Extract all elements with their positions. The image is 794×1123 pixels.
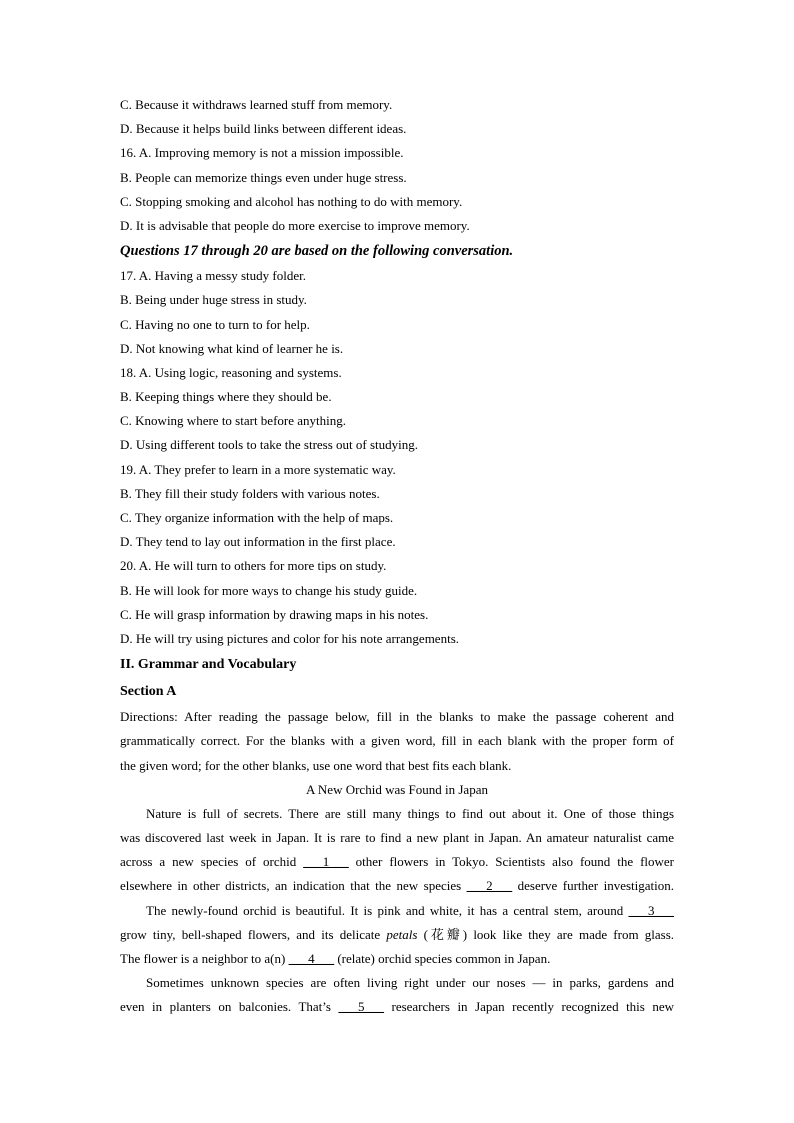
- text: (花瓣) look like they are made from glass.: [423, 926, 675, 942]
- option-line: 19. A. They prefer to learn in a more systematic way.: [120, 461, 396, 477]
- option-line: B. Being under huge stress in study.: [120, 292, 307, 308]
- directions-line: the given word; for the other blanks, use one word that best fits each blank.: [120, 757, 512, 773]
- passage-paragraph-2: [120, 899, 674, 972]
- passage-line: [120, 923, 674, 947]
- text: deserve further investigation.: [517, 878, 675, 894]
- blank-4[interactable]: ___4___: [288, 951, 335, 966]
- passage-paragraph-3: [120, 971, 674, 1019]
- directions-line: grammatically correct. For the blanks with a given word, fill in each blank with the proper form of: [120, 733, 674, 749]
- petals-word: petals: [386, 926, 418, 942]
- blank-1[interactable]: ___1___: [303, 854, 349, 870]
- option-line: B. They fill their study folders with various notes.: [120, 485, 380, 501]
- questions-17-20: [120, 264, 674, 651]
- blank-3[interactable]: ___3___: [628, 902, 674, 918]
- option-line: D. Not knowing what kind of learner he is.: [120, 340, 344, 356]
- blank-2[interactable]: ___2___: [466, 878, 513, 894]
- passage-line: Sometimes unknown species are often living right under our noses — in parks, gardens and: [146, 975, 674, 991]
- passage-line: [120, 899, 674, 923]
- directions-line: Directions: After reading the passage below, fill in the blanks to make the passage coherent and: [120, 709, 674, 725]
- option-line: 17. A. Having a messy study folder.: [120, 268, 306, 284]
- option-line: D. Because it helps build links between different ideas.: [120, 121, 407, 137]
- passage-line: [120, 850, 674, 874]
- passage-line: was discovered last week in Japan. It is rare to find a new plant in Japan. An amateur naturalist came: [120, 830, 674, 846]
- text: grow tiny, bell-shaped flowers, and its delicate: [120, 926, 381, 942]
- text: (relate) orchid species common in Japan.: [337, 951, 551, 966]
- passage-title: A New Orchid was Found in Japan: [306, 781, 488, 797]
- document-page: [120, 93, 674, 1020]
- passage-paragraph-1: [120, 802, 674, 899]
- section-heading: Section A: [120, 684, 177, 700]
- option-line: B. He will look for more ways to change his study guide.: [120, 582, 418, 598]
- option-line: 18. A. Using logic, reasoning and systems.: [120, 364, 342, 380]
- text: across a new species of orchid: [120, 854, 297, 870]
- option-line: D. He will try using pictures and color for his note arrangements.: [120, 630, 459, 646]
- text: other flowers in Tokyo. Scientists also found the flower: [355, 854, 675, 870]
- option-line: B. People can memorize things even under huge stress.: [120, 169, 407, 185]
- option-line: C. Having no one to turn to for help.: [120, 316, 310, 332]
- directions: [120, 705, 674, 778]
- text: The flower is a neighbor to a(n): [120, 951, 286, 966]
- conversation-heading: Questions 17 through 20 are based on the following conversation.: [120, 243, 514, 260]
- passage-line: [120, 874, 674, 898]
- option-line: C. Knowing where to start before anything.: [120, 413, 347, 429]
- text: researchers in Japan recently recognized this new: [391, 999, 675, 1015]
- question-16-options: [120, 141, 674, 238]
- option-line: 20. A. He will turn to others for more tips on study.: [120, 558, 387, 574]
- option-line: C. Stopping smoking and alcohol has nothing to do with memory.: [120, 193, 463, 209]
- option-line: B. Keeping things where they should be.: [120, 389, 332, 405]
- question-15-options: [120, 93, 674, 141]
- text: The newly-found orchid is beautiful. It is pink and white, it has a central stem, around: [146, 902, 624, 918]
- text: even in planters on balconies. That’s: [120, 999, 331, 1015]
- blank-5[interactable]: ___5___: [338, 999, 384, 1015]
- option-line: D. It is advisable that people do more exercise to improve memory.: [120, 217, 470, 233]
- option-line: C. He will grasp information by drawing maps in his notes.: [120, 606, 429, 622]
- option-line: 16. A. Improving memory is not a mission impossible.: [120, 145, 404, 161]
- option-line: D. Using different tools to take the stress out of studying.: [120, 437, 419, 453]
- passage-line: [120, 995, 674, 1019]
- passage-line: [120, 947, 674, 971]
- option-line: D. They tend to lay out information in the first place.: [120, 534, 396, 550]
- part-heading: II. Grammar and Vocabulary: [120, 657, 297, 673]
- option-line: C. They organize information with the help of maps.: [120, 510, 394, 525]
- passage-line: Nature is full of secrets. There are still many things to find out about it. One of those things: [146, 805, 674, 821]
- text: elsewhere in other districts, an indication that the new species: [120, 878, 462, 894]
- option-line: C. Because it withdraws learned stuff from memory.: [120, 97, 393, 112]
